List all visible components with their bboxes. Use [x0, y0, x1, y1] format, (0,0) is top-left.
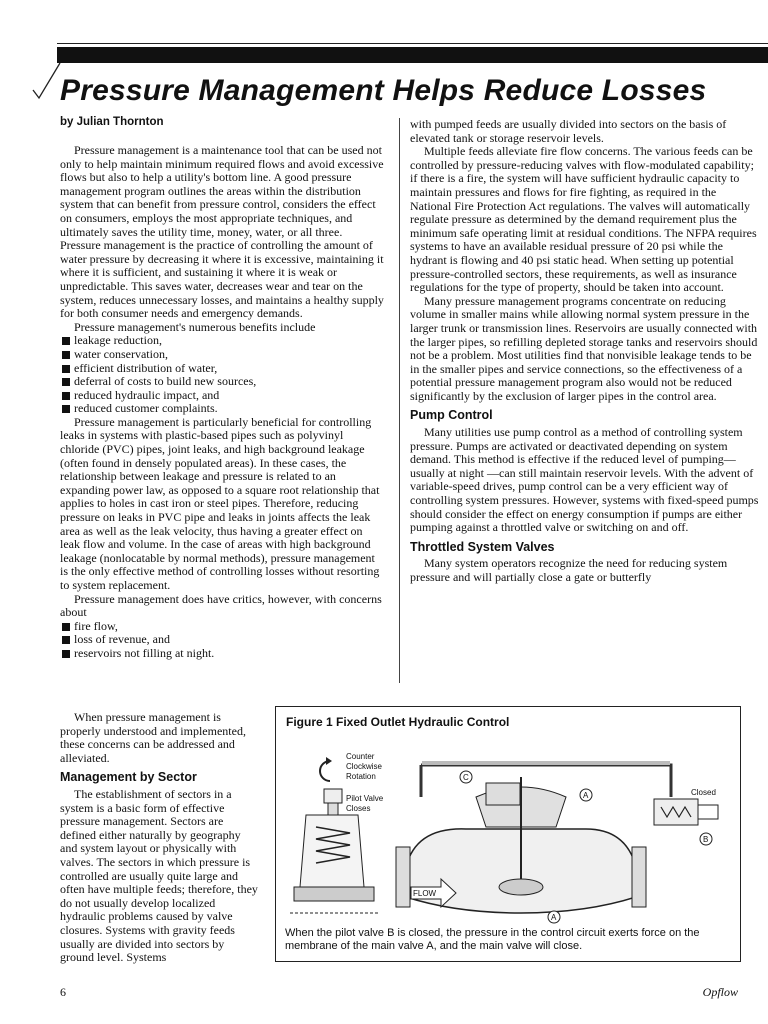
paragraph: with pumped feeds are usually divided into sectors on the basis of elevated tank or storage reservoir levels. — [410, 117, 727, 145]
checkmark-icon — [30, 60, 64, 104]
list-item: water conservation, — [60, 348, 385, 362]
closed-label: Closed — [691, 788, 716, 797]
header-rule-thick — [57, 47, 768, 63]
arrowhead-icon — [326, 757, 332, 765]
list-item: efficient distribution of water, — [60, 362, 385, 376]
list-item: deferral of costs to build new sources, — [60, 375, 385, 389]
rotation-label-1: Counter — [346, 752, 375, 761]
paragraph: Pressure management does have critics, however, with concerns about — [60, 591, 382, 620]
benefits-list — [60, 334, 385, 416]
figure-hydraulic-control — [275, 706, 741, 962]
control-pipe-fill — [422, 761, 670, 765]
publication-name: Opflow — [702, 985, 738, 999]
pilot-valve-body — [300, 815, 364, 887]
paragraph: Pressure management's numerous benefits include — [74, 319, 316, 334]
outlet-flange — [632, 847, 646, 907]
article-title: Pressure Management Helps Reduce Losses — [60, 74, 707, 107]
flow-label: FLOW — [413, 889, 437, 898]
concerns-list — [60, 620, 385, 661]
pilot-label-2: Closes — [346, 804, 371, 813]
paragraph: The establishment of sectors in a system is a basic form of effective pressure management. Sectors are defined either naturally by geography and system layout or physically with valves. The sectors in which pressure is controlled are usually quite large and often have multiple feeds; therefore, they do not usually develop localized hydraulic problems caused by valve closures. Systems with gravity feeds usually are divided into sectors by ground level. Systems — [60, 786, 258, 965]
paragraph: Many pressure management programs concentrate on reducing volume in smaller mains while allowing normal system pressure in the larger trunk or transmission lines. Reservoirs are usually connected with the larger pipes, so refilling depleted storage tanks and reservoirs should not be a problem. Most utilities find that nonvisible leakage tends to be in the smaller pipes and service connections, so the effectiveness of a potential pressure management program also would not be reduced significantly by the exclusion of larger pipes in the control area. — [410, 293, 758, 403]
pilot-block — [486, 783, 520, 805]
rotation-label-3: Rotation — [346, 772, 376, 781]
rotation-arrow-icon — [320, 761, 330, 781]
paragraph: When pressure management is properly understood and implemented, these concerns can be addressed and alleviated. — [60, 710, 246, 765]
byline: by Julian Thornton — [60, 116, 164, 128]
column-divider — [399, 118, 400, 683]
list-item: reduced hydraulic impact, and — [60, 389, 385, 403]
paragraph: Pressure management is particularly beneficial for controlling leaks in systems with plastic-based pipes such as polyvinyl chloride (PVC) pipes, joint leaks, and high background leakage (often found in densely populated areas). In these cases, the relationship between leakage and pressure is related to an expanding power law, as opposed to a square root relationship that applies to holes in cast iron or steel pipes. Therefore, reducing pressure on leaks in PVC pipe and leaks in joints affects the leak area as well as the leak velocity, thus having a greater effect on leak flow and volume. In the case of areas with high background leakage (nonlocatable by normal methods), pressure management is the only effective method of controlling losses without resorting to system replacement. — [60, 414, 380, 592]
rotation-label-2: Clockwise — [346, 762, 383, 771]
paragraph: Pressure management is a maintenance tool that can be used not only to help maintain minimum required flows and avoid excessive flows but also to help a utility's bottom line. A good pressure management program outlines the areas within the distribution system that can benefit from pressure control, considers the effect on consumers, employs the most appropriate techniques, and ultimately saves the utility time, money, water, or all three. Pressure management is the practice of controlling the amount of water pressure by decreasing it where it is excessive, maintaining it where it is sufficient, and sustaining it where it is weak or unpredictable. This saves water, decreases wear and tear on the system, reduces unnecessary losses, and maintains a healthy supply for both consumer needs and emergency demands. — [60, 143, 384, 321]
list-item: reduced customer complaints. — [60, 402, 385, 416]
figure-caption: When the pilot valve B is closed, the pressure in the control circuit exerts force on the membrane of the main valve A, and the main valve will close. — [285, 927, 700, 952]
pilot-base — [294, 887, 374, 901]
list-item: leakage reduction, — [60, 334, 385, 348]
page-number: 6 — [60, 985, 66, 999]
pilot-valve-stem — [328, 803, 338, 815]
column-left — [60, 144, 385, 661]
marker-c-label: C — [463, 773, 469, 782]
column-right — [410, 118, 760, 585]
pilot-label-1: Pilot Valve — [346, 794, 384, 803]
column-left-narrow — [60, 711, 260, 965]
paragraph: Many utilities use pump control as a method of controlling system pressure. Pumps are activated or deactivated depending on system demand. This method is effective if the reduced level of pumping—usually at night —can still maintain reservoir levels. With the advent of variable-speed drives, pump control can be a very efficient way of controlling system pressures. However, systems with fixed-speed pumps should consider the effect on energy consumption if pumps are either pumping against a throttled valve or switching on and off. — [410, 425, 759, 535]
section-heading-sector: Management by Sector — [60, 770, 197, 785]
figure-title: Figure 1 Fixed Outlet Hydraulic Control — [286, 715, 510, 729]
pilot-valve-cap — [324, 789, 342, 803]
valve-diagram — [286, 737, 730, 925]
marker-b-label: B — [703, 835, 709, 844]
section-heading-throttled: Throttled System Valves — [410, 539, 555, 554]
marker-a-bottom-label: A — [551, 913, 557, 922]
section-heading-pump: Pump Control — [410, 408, 493, 423]
paragraph: Multiple feeds alleviate fire flow concerns. The various feeds can be controlled by pressure-reducing valves with flow-modulated capability; if there is a fire, the system will have sufficient hydraulic capacity to maintain pressures and flows for fire fighting, as required in the National Fire Protection Act regulations. The valves will automatically regulate pressure as determined by the demand requirement plus the minimum safe operating limit at residual conditions. The NFPA requires systems to have an available residual pressure of 20 psi while the hydrant is flowing and 40 psi static head. When setting up potential pressure-controlled sectors, these requirements, as well as insurance regulations for the type of property, should be taken into account. — [410, 144, 757, 295]
main-valve-disc — [499, 879, 543, 895]
inlet-flange — [396, 847, 410, 907]
list-item: reservoirs not filling at night. — [60, 647, 385, 661]
marker-a-top-label: A — [583, 791, 589, 800]
header-rule-thin — [57, 43, 768, 44]
list-item: loss of revenue, and — [60, 633, 385, 647]
paragraph: Many system operators recognize the need for reducing system pressure and will partially close a gate or butterfly — [410, 556, 728, 584]
list-item: fire flow, — [60, 620, 385, 634]
